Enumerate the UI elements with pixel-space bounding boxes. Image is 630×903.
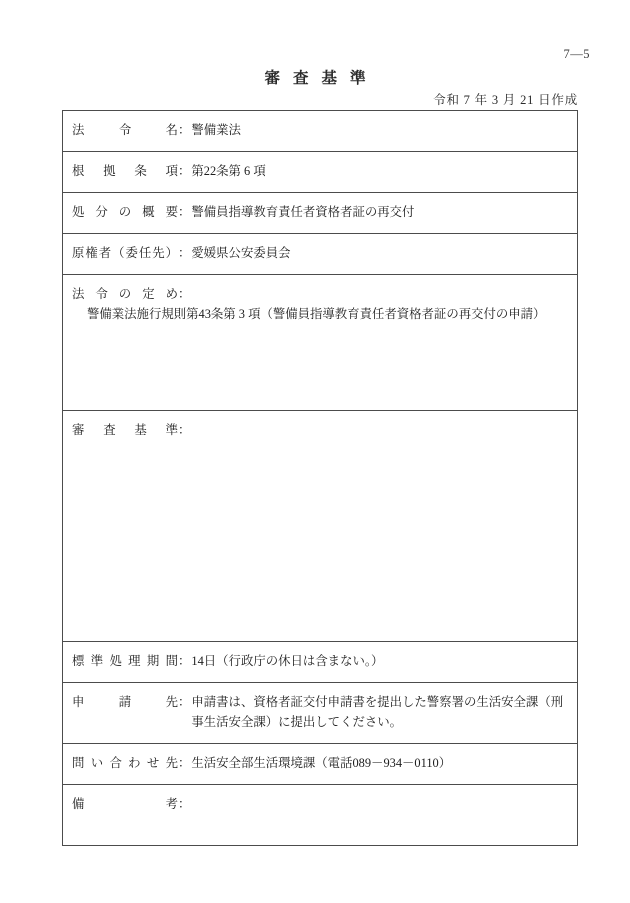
- row-label: 申請先: [72, 695, 178, 709]
- row-value: 申請書は、資格者証交付申請書を提出した警察署の生活安全課（刑事生活安全課）に提出してください。: [191, 695, 564, 730]
- table-row: [63, 193, 578, 234]
- row-legal-article: [63, 152, 578, 193]
- creation-date: 令和 7 年 3 月 21 日作成: [433, 93, 578, 107]
- row-value: 警備員指導教育責任者資格者証の再交付: [191, 205, 415, 219]
- row-label: 根拠条項: [72, 164, 178, 178]
- table-row: [63, 785, 578, 846]
- table-row: [63, 275, 578, 411]
- row-standard-processing-period: [63, 642, 578, 683]
- row-colon: ：: [178, 246, 191, 260]
- table-row: [63, 411, 578, 642]
- row-value: 愛媛県公安委員会: [191, 246, 291, 260]
- page-title: 審査基準: [264, 70, 379, 87]
- table-row: [63, 152, 578, 193]
- table-row: [63, 683, 578, 744]
- row-label: 原権者（委任先）: [72, 246, 178, 260]
- row-value: 14日（行政庁の休日は含まない。）: [191, 654, 384, 668]
- row-label: 備考: [72, 797, 178, 811]
- row-label: 審査基準: [72, 423, 178, 437]
- row-colon: ：: [178, 695, 191, 709]
- row-colon: ：: [178, 287, 191, 301]
- row-value: 警備業法施行規則第43条第 3 項（警備員指導教育責任者資格者証の再交付の申請）: [87, 307, 546, 322]
- row-legal-provisions: [63, 275, 578, 411]
- examination-standards-table: [62, 110, 578, 846]
- row-law-name: [63, 111, 578, 152]
- row-disposition-summary: [63, 193, 578, 234]
- row-value: 第22条第 6 項: [191, 164, 266, 178]
- row-original-authority: [63, 234, 578, 275]
- row-colon: ：: [178, 756, 191, 770]
- table-row: [63, 111, 578, 152]
- table-row: [63, 642, 578, 683]
- row-remarks: [63, 785, 578, 846]
- page-number: 7―5: [563, 47, 590, 61]
- row-application-destination: [63, 683, 578, 744]
- row-colon: ：: [178, 797, 191, 811]
- row-label: 法令名: [72, 123, 178, 137]
- row-label: 標準処理期間: [72, 654, 178, 668]
- row-colon: ：: [178, 164, 191, 178]
- row-examination-criteria: [63, 411, 578, 642]
- row-label: 問い合わせ先: [72, 756, 178, 770]
- row-label: 処分の概要: [72, 205, 178, 219]
- row-label: 法令の定め: [72, 287, 178, 301]
- row-colon: ：: [178, 654, 191, 668]
- table-row: [63, 234, 578, 275]
- row-colon: ：: [178, 423, 191, 437]
- row-colon: ：: [178, 123, 191, 137]
- row-value: 生活安全部生活環境課（電話089－934－0110）: [191, 756, 452, 770]
- row-inquiry-contact: [63, 744, 578, 785]
- row-colon: ：: [178, 205, 191, 219]
- row-value: 警備業法: [191, 123, 241, 137]
- table-row: [63, 744, 578, 785]
